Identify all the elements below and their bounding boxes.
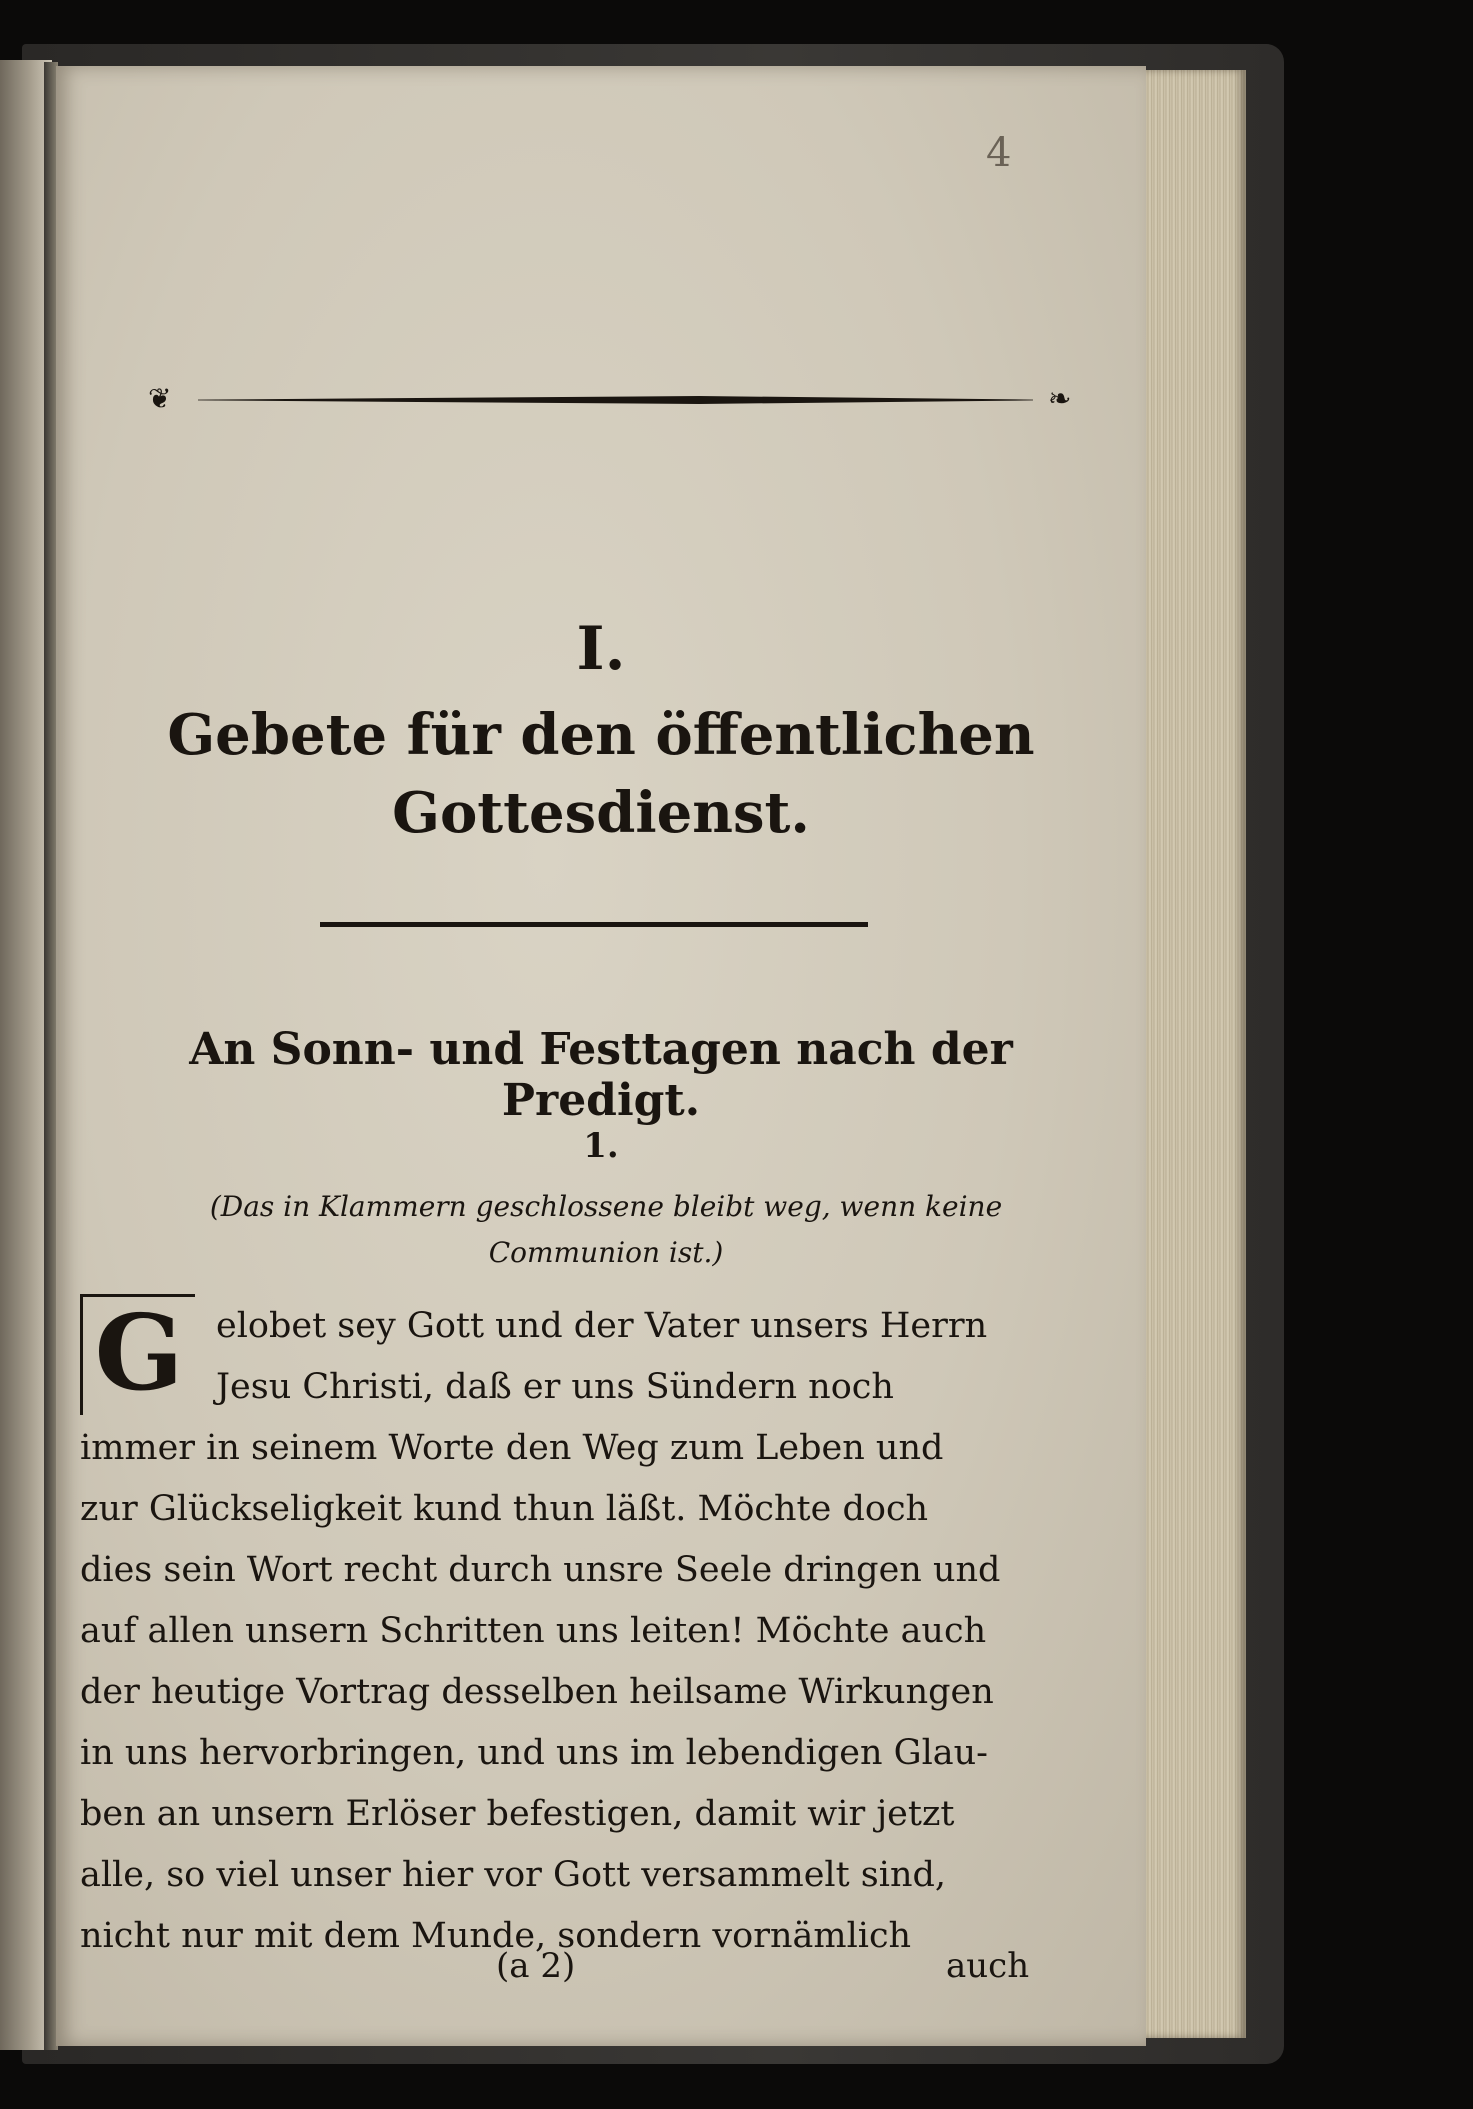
note-line: (Das in Klammern geschlossene bleibt weg, wenn keine [209, 1190, 1003, 1223]
ornament-line [198, 396, 1033, 404]
catchword: auch [946, 1946, 1030, 1986]
body-line: elobet sey Gott und der Vater unsers Herrn [216, 1306, 988, 1346]
drop-cap: G [80, 1294, 195, 1415]
title-rule [320, 922, 868, 927]
body-text [80, 1296, 1070, 1967]
signature-mark: (a 2) [496, 1946, 576, 1986]
body-line: ben an unsern Erlöser befestigen, damit wir jetzt [80, 1794, 955, 1834]
page-edges [1146, 70, 1246, 2038]
body-line: in uns hervorbringen, und uns im lebendigen Glau- [80, 1733, 989, 1773]
body-line: nicht nur mit dem Munde, sondern vornämlich [80, 1916, 912, 1956]
ornament-left-glyph: ❦ [148, 382, 172, 415]
editorial-note [166, 1184, 1046, 1276]
subtitle: An Sonn- und Festtagen nach der Predigt. [189, 1024, 1013, 1126]
title-line: Gottesdienst. [392, 780, 810, 846]
folio-number: 4 [986, 130, 1012, 176]
body-line: alle, so viel unser hier vor Gott versammelt sind, [80, 1855, 947, 1895]
right-page [56, 66, 1146, 2046]
ornament-right-glyph: ❧ [1048, 382, 1072, 415]
body-line: Jesu Christi, daß er uns Sündern noch [216, 1367, 894, 1407]
body-line: dies sein Wort recht durch unsre Seele dringen und [80, 1550, 1001, 1590]
body-line: zur Glückseligkeit kund thun läßt. Möchte doch [80, 1489, 929, 1529]
note-line: Communion ist.) [488, 1236, 724, 1269]
page-text-area [56, 66, 1146, 2046]
ornament-divider [148, 381, 1088, 417]
title-line: Gebete für den öffentlichen [167, 702, 1035, 768]
body-line: auf allen unsern Schritten uns leiten! Möchte auch [80, 1611, 987, 1651]
prayer-number: 1. [583, 1126, 619, 1166]
section-title [126, 696, 1076, 852]
section-numeral: I. [576, 614, 626, 684]
body-line: immer in seinem Worte den Weg zum Leben und [80, 1428, 944, 1468]
body-line: der heutige Vortrag desselben heilsame Wirkungen [80, 1672, 994, 1712]
